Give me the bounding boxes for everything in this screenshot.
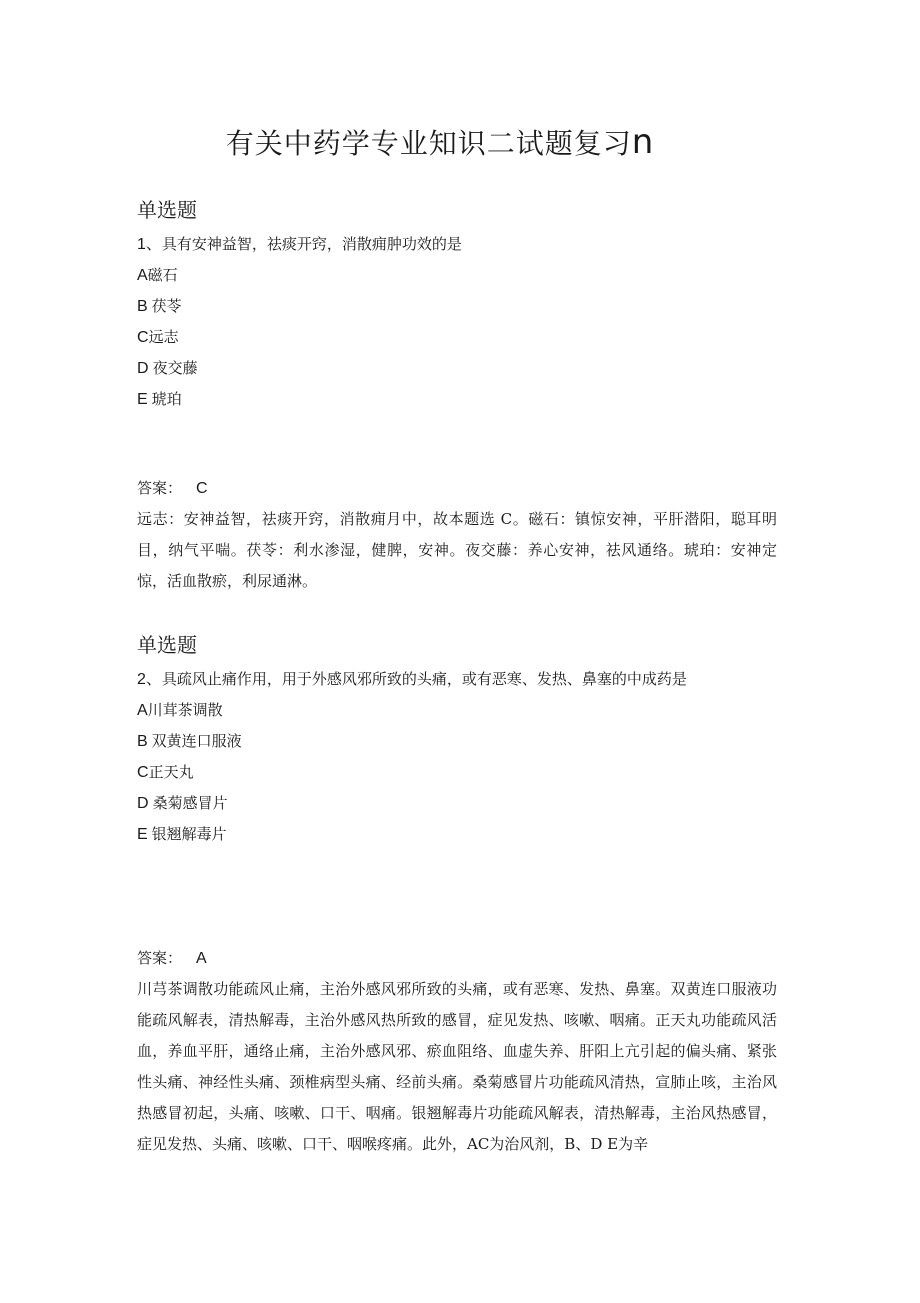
option-text: 正天丸	[148, 763, 194, 781]
option-letter: C	[137, 329, 149, 346]
question-number: 2、	[137, 671, 162, 688]
option-a	[137, 695, 777, 726]
answer-block-1	[137, 473, 777, 597]
answer-label: 答案：	[137, 479, 183, 497]
option-letter: A	[137, 702, 148, 719]
option-letter: E	[137, 391, 148, 408]
option-e	[137, 819, 777, 850]
answer-line	[137, 473, 777, 504]
option-text: 琥珀	[151, 390, 182, 408]
option-d	[137, 353, 777, 384]
question-2	[137, 630, 777, 850]
option-e	[137, 384, 777, 415]
option-letter: E	[137, 826, 148, 843]
option-c	[137, 322, 777, 353]
question-stem	[137, 664, 737, 695]
question-1	[137, 195, 777, 415]
option-letter: A	[137, 267, 148, 284]
answer-value: C	[196, 480, 208, 497]
answer-label: 答案：	[137, 949, 183, 967]
document-title	[0, 120, 880, 166]
option-letter: B	[137, 733, 148, 750]
title-suffix: n	[631, 122, 655, 162]
option-text: 双黄连口服液	[151, 732, 242, 750]
answer-value: A	[196, 950, 207, 967]
option-letter: D	[137, 795, 149, 812]
option-c	[137, 757, 777, 788]
option-letter: D	[137, 360, 149, 377]
question-type: 单选题	[137, 633, 197, 657]
question-text: 具有安神益智，祛痰开窍，消散痈肿功效的是	[161, 235, 462, 253]
option-text: 夜交藤	[152, 359, 198, 377]
option-b	[137, 291, 777, 322]
answer-explanation: 远志：安神益智，祛痰开窍，消散痈月中，故本题选 C。磁石：镇惊安神，平肝潜阳，聪耳明目，纳气平喘。茯苓：利水渗湿，健脾，安神。夜交藤：养心安神，祛风通络。琥珀：安神定惊，活血散瘀，利尿通淋。	[137, 510, 777, 590]
title-text: 有关中药学专业知识二试题复习	[225, 127, 632, 160]
option-d	[137, 788, 777, 819]
answer-explanation: 川芎茶调散功能疏风止痛，主治外感风邪所致的头痛，或有恶寒、发热、鼻塞。双黄连口服液功能疏风解表，清热解毒，主治外感风热所致的感冒，症见发热、咳嗽、咽痛。正天丸功能疏风活血，养血平肝，通络止痛，主治外感风邪、瘀血阻络、血虚失养、肝阳上亢引起的偏头痛、紧张性头痛、神经性头痛、颈椎病型头痛、经前头痛。桑菊感冒片功能疏风清热，宣肺止咳，主治风热感冒初起，头痛、咳嗽、口干、咽痛。银翘解毒片功能疏风解表，清热解毒，主治风热感冒，症见发热、头痛、咳嗽、口干、咽喉疼痛。此外，AC为治风剂，B、D E为辛	[137, 980, 777, 1153]
option-text: 远志	[148, 328, 179, 346]
option-letter: C	[137, 764, 149, 781]
option-text: 桑菊感冒片	[152, 794, 228, 812]
option-a	[137, 260, 777, 291]
question-text: 具疏风止痛作用，用于外感风邪所致的头痛，或有恶寒、发热、鼻塞的中成药是	[161, 670, 687, 688]
option-b	[137, 726, 777, 757]
option-text: 银翘解毒片	[151, 825, 227, 843]
question-stem	[137, 229, 777, 260]
option-text: 茯苓	[151, 297, 182, 315]
option-text: 川茸茶调散	[147, 701, 223, 719]
answer-line	[137, 943, 777, 974]
option-text: 磁石	[147, 266, 178, 284]
question-number: 1、	[137, 236, 162, 253]
answer-block-2	[137, 943, 777, 1160]
question-type: 单选题	[137, 198, 197, 222]
option-letter: B	[137, 298, 148, 315]
